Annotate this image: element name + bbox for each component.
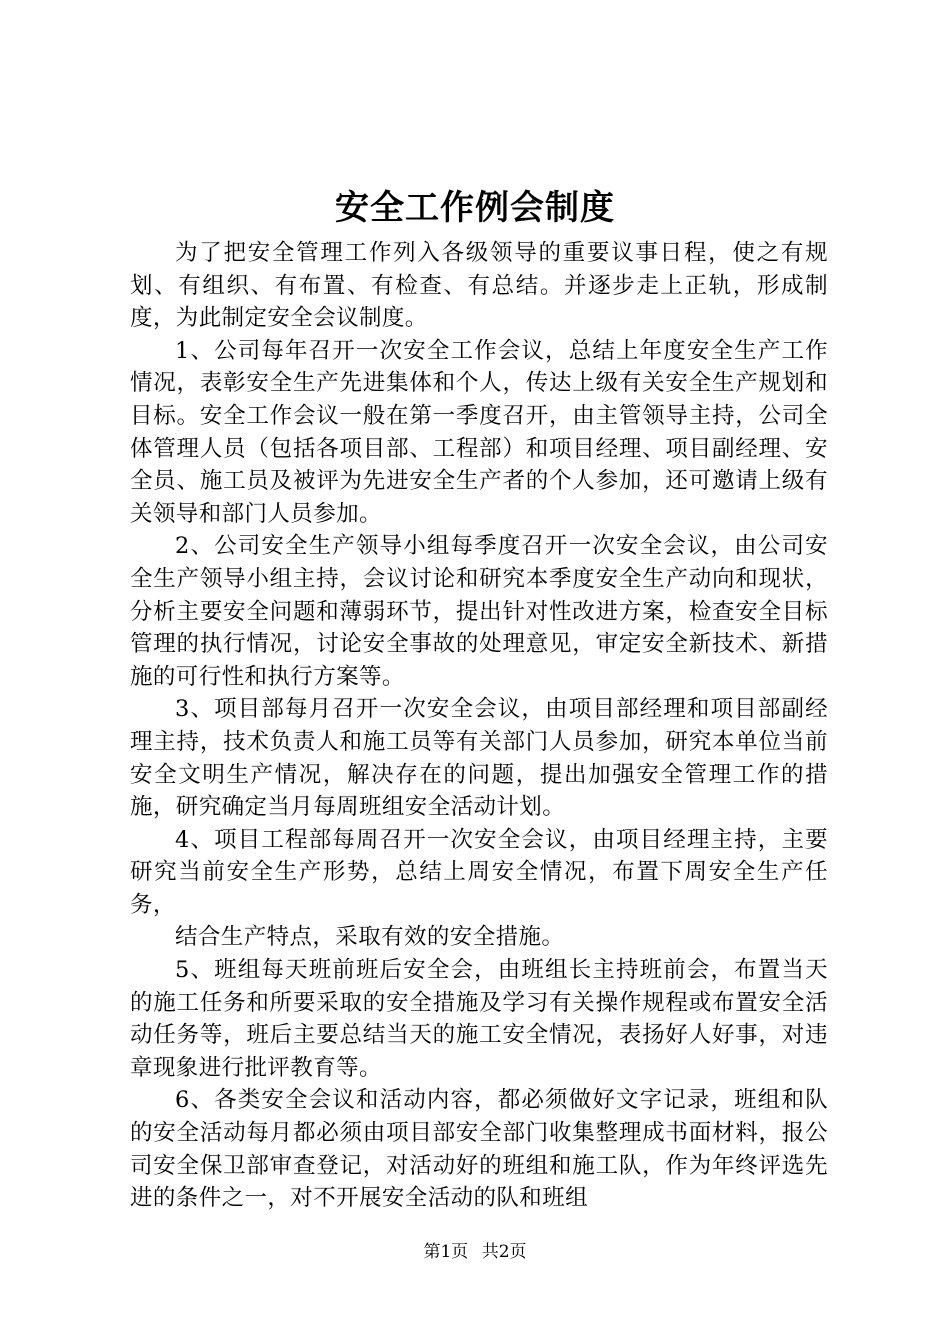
paragraph-item-1: 1、公司每年召开一次安全工作会议，总结上年度安全生产工作情况，表彰安全生产先进集体和个人，传达上级有关安全生产规划和目标。安全工作会议一般在第一季度召开，由主管领导主持，公司全体管理人员（包括各项目部、工程部）和项目经理、项目副经理、安全员、施工员及被评为先进安全生产者的个人参加，还可邀请上级有关领导和部门人员参加。 (130, 337, 828, 527)
paragraph-item-3: 3、项目部每月召开一次安全会议，由项目部经理和项目部副经理主持，技术负责人和施工员等有关部门人员参加，研究本单位当前安全文明生产情况，解决存在的问题，提出加强安全管理工作的措施，研究确定当月每周班组安全活动计划。 (130, 696, 828, 821)
paragraph-item-4-continued: 结合生产特点，采取有效的安全措施。 (175, 924, 565, 951)
page-number-current: 第1页 (423, 1242, 469, 1262)
paragraph-intro: 为了把安全管理工作列入各级领导的重要议事日程，使之有规划、有组织、有布置、有检查、有总结。并逐步走上正轨，形成制度，为此制定安全会议制度。 (130, 240, 828, 332)
paragraph-item-5: 5、班组每天班前班后安全会，由班组长主持班前会，布置当天的施工任务和所要采取的安全措施及学习有关操作规程或布置安全活动任务等，班后主要总结当天的施工安全情况，表扬好人好事，对违章现象进行批评教育等。 (130, 957, 828, 1081)
document-title: 安全工作例会制度 (335, 188, 615, 228)
paragraph-item-6: 6、各类安全会议和活动内容，都必须做好文字记录，班组和队的安全活动每月都必须由项目部安全部门收集整理成书面材料，报公司安全保卫部审查登记，对活动好的班组和施工队，作为年终评选先进的条件之一，对不开展安全活动的队和班组 (130, 1087, 828, 1212)
page-footer (0, 1240, 950, 1264)
paragraph-item-2: 2、公司安全生产领导小组每季度召开一次安全会议，由公司安全生产领导小组主持，会议讨论和研究本季度安全生产动向和现状，分析主要安全问题和薄弱环节，提出针对性改进方案，检查安全目标管理的执行情况，讨论安全事故的处理意见，审定安全新技术、新措施的可行性和执行方案等。 (130, 533, 828, 690)
document-body (130, 237, 828, 1215)
paragraph-item-4: 4、项目工程部每周召开一次安全会议，由项目经理主持，主要研究当前安全生产形势，总结上周安全情况，布置下周安全生产任务， (130, 826, 828, 918)
page-number-total: 共2页 (481, 1242, 527, 1262)
